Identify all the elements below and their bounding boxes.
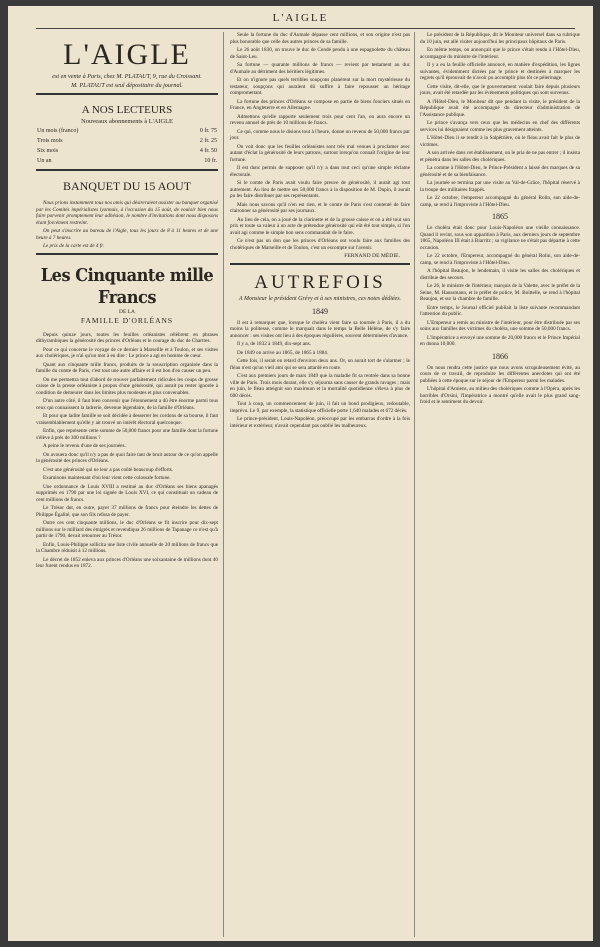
paragraph: On nous rendra cette justice que nous avons scrupuleusement évité, au cours de ce travail, de reproduire les différentes anecdotes qui ont été publiées à cette époque sur le séjour de l'Empereur parmi les malades.	[420, 364, 580, 384]
table-row	[36, 156, 218, 166]
price: 10 fr.	[204, 158, 217, 164]
paragraph: La journée se termina par une visite au Val-de-Grâce, l'hôpital réservé à la troupe des militaires frappés.	[420, 180, 580, 193]
period: Six mois	[37, 148, 59, 154]
year-heading: 1865	[492, 212, 508, 221]
article-body	[36, 332, 218, 570]
article-title-de-la: DE LA	[118, 308, 136, 315]
signature: FERNAND DE MÉDIE.	[344, 253, 400, 259]
paragraph: Le décret de 1852 enleva aux princes d'Orléans une soixantaine de millions dont 40 leur furent rendus en 1872.	[36, 556, 218, 569]
banquet-heading: BANQUET DU 15 AOUT	[62, 179, 192, 193]
banquet-paragraph: Le prix de la carte est de 4 fr.	[43, 243, 104, 249]
period: Un an	[37, 158, 52, 164]
divider	[230, 263, 410, 265]
paragraph: Le président de la République, dit le Moniteur universel dans sa rubrique du 10 juin, est allé visiter aujourd'hui les principaux hôpitaux de Paris.	[420, 32, 580, 45]
divider	[36, 253, 218, 255]
paragraph: Ce qui, comme nous le disions tout à l'heure, donne un revenu de 50,000 francs par jour.	[230, 128, 410, 141]
paragraph: Le 22 octobre, l'Empereur, accompagné du général Rolin, son aide-de-camp, se rend à l'improviste à l'Hôtel-Dieu.	[420, 253, 580, 266]
paragraph: L'Hôtel-Dieu il se rendit à la Salpêtrière, où le fléau avait fait le plus de victimes.	[420, 135, 580, 148]
paragraph: Le prince s'avança vers ceux que les médecins en chef des différents services lui désignaient comme les plus gravement atteints.	[420, 120, 580, 133]
price: 2 fr. 25	[199, 138, 217, 144]
paragraph: Depuis quinze jours, toutes les feuilles orléanistes célèbrent en phrases dithyrambiques la générosité des princes d'Orléans et le courage du duc de Chartres.	[36, 331, 218, 344]
paragraph: Ce n'est pas un don que les princes d'Orléans ont voulu faire aux familles des cholériques de Marseille et de Toulon, c'est un escompte sur l'avenir.	[230, 238, 410, 251]
article-body	[230, 320, 410, 430]
paragraph: Cette fois, il serait en retard d'environ deux ans. Or, on aurait tort de s'alarmer ; le fléau n'est qu'un vieil ami qui se sera attardé en route.	[230, 358, 410, 371]
paragraph: C'est une générosité qui ne leur a pas coûté beaucoup d'efforts.	[43, 466, 174, 473]
readers-heading: A NOS LECTEURS	[81, 104, 173, 116]
paragraph: La fortune des princes d'Orléans se compose en partie de biens fonciers situés en France, en Angleterre et en Allemagne.	[230, 98, 410, 111]
paragraph: A son arrivée dans cet établissement, on le pria de ne pas entrer ; il insista et pénétra dans les salles des cholériques.	[420, 150, 580, 163]
paragraph: Tout à coup, un commencement de juin, il fait un bond prodigieux, redoutable, imprévu. Le 9, par exemple, la statistique officielle porte 1,640 malades et 672 décès.	[230, 401, 410, 414]
top-rule	[36, 28, 575, 29]
paragraph: Le 22 octobre, l'empereur accompagné du général Rolin, son aide-de-camp, se rend à l'improviste à l'Hôtel-Dieu.	[420, 195, 580, 208]
table-row	[36, 136, 218, 146]
paragraph: Si le comte de Paris avait voulu faire preuve de générosité, il aurait agi tout autrement. Au lieu de mettre ses 50,000 francs à la disposition de M. Dupin, il aurait pu les faire distribuer par ses représentants.	[230, 180, 410, 199]
masthead: L'AIGLE	[63, 38, 191, 71]
paragraph: En même temps, on annonçait que le prince s'était rendu à l'Hôtel-Dieu, accompagné du ministre de l'intérieur.	[420, 47, 580, 60]
paragraph: A peine le revenu d'une de ses journées.	[43, 443, 126, 449]
paragraph: On me permettra tout d'abord de trouver parfaitement ridicules les coups de grosse caisse de la presse orléaniste à propos d'une générosité, qui aurait pu rester ignorée à condition de demeurer dans les limites plus modestes et plus convenables.	[36, 376, 218, 396]
paragraph: L'Empereur a remis au ministre de l'intérieur, pour être distribuée par ses soins aux familles des victimes du choléra, une somme de 50,000 francs.	[420, 319, 580, 332]
article-subtitle: FAMILLE D'ORLÉANS	[80, 315, 174, 325]
paragraph: L'hôpital d'Amiens, au milieu des cholériques comme à l'Opéra, après les horribles d'Orsini, l'Impératrice a montré qu'elle avait le plus grand sang-froid et le sentiment du devoir.	[420, 386, 580, 405]
sale-notice: est en vente à Paris, chez M. PLATAUT, 9, rue du Croissant.	[52, 73, 202, 80]
paragraph: Mais nous savons qu'il n'en est rien, et le comte de Paris s'est contenté de faire claironner sa générosité par ses journaux.	[230, 201, 410, 214]
paragraph: L'Impératrice a envoyé une somme de 20,000 francs et le Prince Impérial en donna 10,000.	[420, 334, 580, 347]
paragraph: Il y a eu la feuille officielle annoncé, en matière d'expédition, les lignes suivantes, évidemment dictées par le prince et destinées à marquer les regrets qu'il éprouvait de n'avoir pu accomplir plus tôt ce pèlerinage.	[420, 62, 580, 81]
banquet-paragraph: On peut s'inscrire au bureau de l'Aigle, tous les jours de 8 à 11 heures et de une heure à 7 heures.	[36, 228, 218, 241]
paragraph: De 1849 on arrive au 1865, de 1865 à 1884.	[237, 349, 329, 356]
paragraph: Le 26 août 1830, on trouve le duc de Condé pendu à une espagnolette du château de Saint-Leu.	[230, 47, 410, 60]
paragraph: A l'hôpital Beaujon, le lendemain, il visite les salles des cholériques et distribue des secours.	[420, 268, 580, 281]
paragraph: Enfin, que représente cette somme de 50,000 francs pour une famille dont la fortune s'élève à près de 300 millions ?	[36, 428, 218, 441]
paragraph: Sa fortune — quarante millions de francs — revient par testament au duc d'Aumale au détriment des héritiers légitimes.	[230, 62, 410, 75]
paragraph: C'est aux premiers jours de mars 1849 que la maladie fit sa rentrée dans sa bonne ville de Paris. Trois mois durant, elle s'y séjourna sans causer de grands ravages ; mais en juin, le fléau atteignit son maximum et la mortalité quotidienne s'éleva à plus de 600 décès.	[230, 373, 410, 399]
dedication: A Monsieur le président Grévy et à ses ministres, ces notes dédiées.	[238, 295, 402, 302]
paragraph: Il est à remarquer que, lorsque le choléra vient faire sa tournée à Paris, il a du moins la politesse, comme le marquait dans le temps la Belle Hélène, de s'y faire annoncer : ses visites ont lieu à des époques régulières, souvent déterminées d'avance.	[230, 319, 410, 339]
paragraph: Pour ce qui concerne le voyage de ce dernier à Marseille et à Toulon, et ses visites aux cholériques, je n'ai qu'un mot à en dire : Le prince a agi en homme de cœur.	[36, 346, 218, 359]
paragraph: D'un autre côté, il faut bien convenir que l'étonnement a dû être énorme parmi tous ceux qui connaissent la ladrerie, devenue légendaire, de la famille d'Orléans.	[36, 398, 218, 411]
banquet-paragraph: Nous prions instamment tous nos amis qui désireraient assister au banquet organisé par les Comités impérialistes lyonnais, à l'occasion du 15 août, de vouloir bien nous faire parvenir promptement leur adhésion, le nombre d'invitations dont nous disposons étant forcément restreint.	[36, 200, 218, 226]
column-2	[230, 32, 410, 431]
column-1	[36, 32, 218, 572]
paragraph: Et pour que ladite famille se soit décidée à desserrer les cordons de sa bourse, il faut vraisemblablement qu'elle y ait trouvé un intérêt électoral quelconque.	[36, 413, 218, 426]
paragraph: Cette visite, dit-elle, que le gouvernement voulait faire depuis plusieurs jours, avait été retardée par les événements politiques qui sont survenus.	[420, 83, 580, 96]
paragraph: Admettons qu'elle rapporte seulement trois pour cent l'an, on aura encore un revenu annuel de près de 10 millions de francs.	[230, 113, 410, 126]
newspaper-page	[8, 6, 593, 941]
divider	[36, 169, 218, 171]
table-row	[36, 126, 218, 136]
paragraph: Enfin, Louis-Philippe sollicita une liste civile annuelle de 20 millions de francs que la Chambre réduisit à 12 millions.	[36, 541, 218, 554]
paragraph: On avouera donc qu'il n'y a pas de quoi faire tant de bruit autour de ce qu'on appelle la générosité des princes d'Orléans.	[36, 451, 218, 464]
article-body	[230, 32, 410, 251]
article-body	[420, 32, 580, 208]
running-head: L'AIGLE	[272, 12, 329, 24]
paragraph: La comme à l'Hôtel-Dieu, le Prince-Président a laissé des marques de sa générosité et de sa bienfaisance.	[420, 165, 580, 178]
paragraph: Et on n'ignore pas quels terribles soupçons planèrent sur la mort mystérieuse du testateur, soupçons qui auraient dû suffire à faire repousser un héritage compromettant.	[230, 77, 410, 96]
article-body	[420, 365, 580, 406]
paragraph: Quant aux cinquante mille francs, produits de la souscription organisée dans la famille du comte de Paris, c'est tout une autre affaire et il est bon d'en causer un peu.	[36, 361, 218, 374]
paragraph: Il y a, de 1832 à 1849, dix-sept ans.	[237, 341, 311, 347]
paragraph: Il est donc permis de supposer qu'il n'y a dans tout ceci qu'une simple réclame électorale.	[230, 165, 410, 178]
year-heading: 1866	[492, 351, 508, 361]
period: Un mois (franco)	[37, 128, 79, 134]
paragraph: A l'Hôtel-Dieu, le Moniteur dit que pendant la visite, le président de la République avait été accompagné du directeur d'administration de l'Assistance publique.	[420, 98, 580, 118]
paragraph: Entre temps, le Journal officiel publiait la liste suivante recommandant l'attention du public.	[420, 304, 580, 317]
subscription-table	[36, 126, 218, 166]
period: Trois mois	[37, 138, 63, 144]
paragraph: Le prince-président, Louis-Napoléon, préoccupé par les embarras d'ordre à la fois intérieur et extérieur, n'avait cependant pas oublié les malheureux.	[230, 416, 410, 429]
subscriptions-subheading: Nouveaux abonnements à L'AIGLE	[81, 118, 173, 125]
paragraph: Une ordonnance de Louis XVIII a restitué au duc d'Orléans ses biens apanagés supprimés en 1790 par une loi signée de Louis XVI, ce qui constituait un cadeau de cent millions de francs.	[36, 483, 218, 503]
article-body	[420, 225, 580, 348]
column-3	[420, 32, 580, 408]
paragraph: Le Trésor dut, en outre, payer 37 millions de francs pour éteindre les dettes de Philippe Égalité, que son fils refusa de payer.	[36, 505, 218, 518]
paragraph: Outre ces cent cinquante millions, le duc d'Orléans se fit inscrire pour dix-sept millions sur le milliard des émigrés et revendiqua 26 millions de Tapanage ce n'est qu'à partir de 1790, devait retourner au Trésor.	[36, 520, 218, 539]
year-heading: 1849	[312, 306, 328, 316]
paragraph: On voit donc que les feuilles orléanistes sont très mal venues à proclamer avec autant d'éclat la générosité de leurs patrons, surtout lorsqu'on connaît l'origine de leur fortune.	[230, 143, 410, 163]
price: 4 fr. 50	[199, 148, 217, 154]
divider	[36, 93, 218, 95]
paragraph: Le choléra était donc pour Louis-Napoléon une vieille connaissance. Quand il revint, sous son apparition à Paris, aux derniers jours de septembre 1865, Napoléon III était à Biarritz ; sa vigilance ne s'était pas départie à cette occasion.	[420, 225, 580, 251]
paragraph: Examinons maintenant d'où leur vient cette colossale fortune.	[43, 475, 171, 481]
price: 0 fr. 75	[199, 128, 217, 134]
column-divider	[223, 32, 224, 937]
article-title: Les Cinquante mille Francs	[40, 264, 214, 308]
table-row	[36, 146, 218, 156]
paragraph: Seule la fortune du duc d'Aumale dépasse cent millions, et son origine n'est pas plus honorable que celle des autres princes de sa famille.	[230, 32, 410, 45]
column-divider	[414, 32, 415, 937]
depositaire-notice: M. PLATAUT est seul dépositaire du journal.	[71, 82, 183, 89]
paragraph: Au lieu de cela, on a joué de la clarinette et de la grosse caisse et on a été tout son prix et toute sa valeur à un acte de prétendue générosité qui eût été tout simple, si l'on avait agi comme le simple bon sens commandait de le faire.	[230, 216, 410, 236]
paragraph: Le 26, le ministre de l'intérieur, marquis de la Valette, avec le préfet de la Seine, M. Haussmann, et le préfet de police, M. Boittelle, se rend à l'hôpital Beaujon, et sur la chambre de famille.	[420, 283, 580, 302]
autrefois-title: AUTREFOIS	[254, 271, 386, 293]
